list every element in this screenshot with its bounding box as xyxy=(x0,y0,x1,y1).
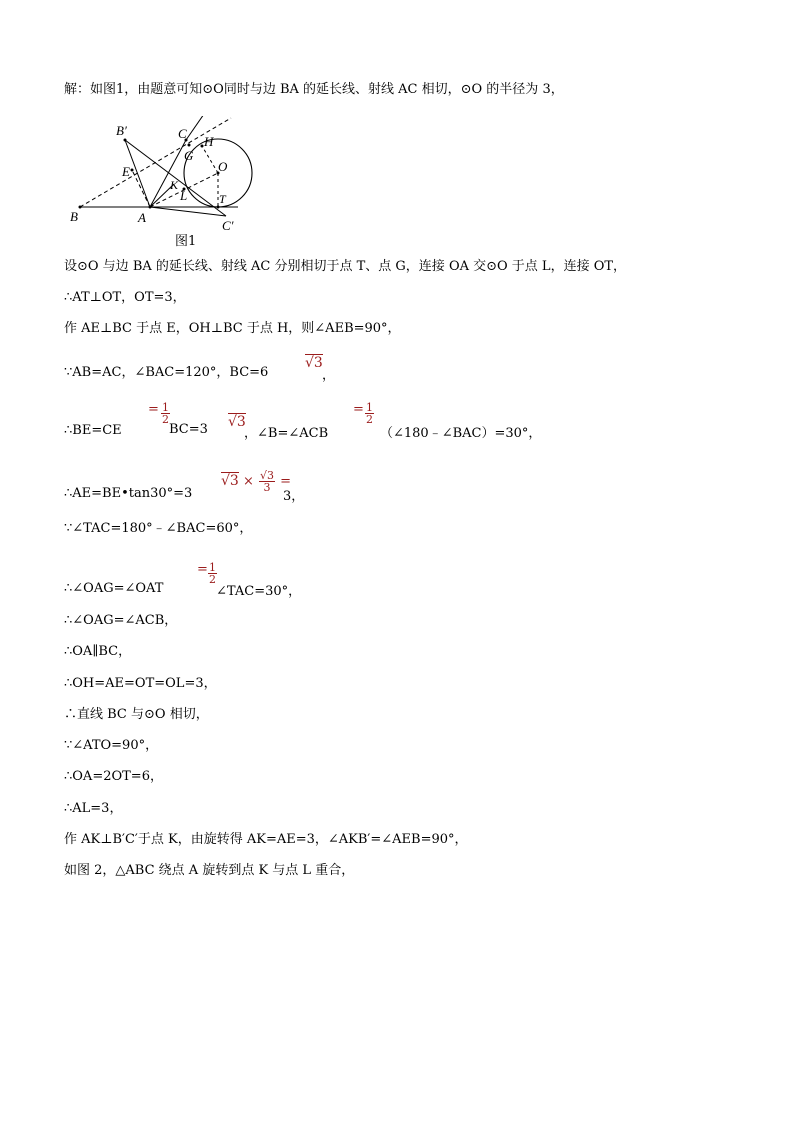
sqrt3-line6: √3 xyxy=(228,414,246,430)
line-3: ∴AT⊥OT，OT=3， xyxy=(64,290,186,305)
point-b xyxy=(79,206,82,209)
line-1: 解：如图1，由题意可知⊙O同时与边 BA 的延长线、射线 AC 相切，⊙O 的半径为 3， xyxy=(64,82,564,97)
label-bp: B′ xyxy=(116,123,127,138)
label-g: G xyxy=(184,148,194,163)
line-7-part2: 3， xyxy=(283,489,305,504)
line-15: ∴OA=2OT=6， xyxy=(64,769,163,784)
point-a xyxy=(149,206,152,209)
label-a: A xyxy=(138,210,146,225)
line-9-part2: ∠TAC=30°， xyxy=(216,584,302,599)
line-6-part1: ∴BE=CE xyxy=(64,423,122,438)
line-12: ∴OH=AE=OT=OL=3， xyxy=(64,676,217,691)
line-ac-extension xyxy=(186,116,204,140)
label-t: T xyxy=(219,192,226,206)
line-5-end: ， xyxy=(322,368,336,383)
label-h: H xyxy=(204,134,214,149)
geometry-figure-1 xyxy=(66,116,266,241)
line-18: 如图 2，△ABC 绕点 A 旋转到点 K 与点 L 重合， xyxy=(64,863,355,878)
dashed-line-oh xyxy=(202,146,218,173)
eq-line6-1: = xyxy=(148,402,159,417)
line-5-text: ∵AB=AC，∠BAC=120°，BC=6 xyxy=(64,365,269,380)
label-k: K xyxy=(170,178,179,192)
label-c: C xyxy=(178,126,187,141)
frac-half-line6-1: $\frac{1}{2}$ xyxy=(162,401,169,426)
line-16: ∴AL=3， xyxy=(64,801,123,816)
line-7-part1: ∴AE=BE•tan30°=3 xyxy=(64,486,193,501)
line-a-cp xyxy=(150,207,226,216)
line-17: 作 AK⊥B′C′于点 K，由旋转得 AK=AE=3，∠AKB′=∠AEB=90°， xyxy=(64,832,468,847)
label-o: O xyxy=(218,159,228,174)
eq-line9: = xyxy=(197,562,208,577)
label-b: B xyxy=(70,209,78,224)
line-14: ∵∠ATO=90°， xyxy=(64,738,159,753)
line-11: ∴OA∥BC， xyxy=(64,644,132,659)
point-e xyxy=(131,169,134,172)
sqrt3-times-frac-line7: √3 × $\frac{√3}{3}$ = xyxy=(221,469,292,494)
line-8: ∵∠TAC=180°﹣∠BAC=60°， xyxy=(64,521,253,536)
eq-line6-2: = xyxy=(353,402,364,417)
line-2: 设⊙O 与边 BA 的延长线、射线 AC 分别相切于点 T、点 G，连接 OA 交⊙O 于点 L，连接 OT， xyxy=(64,259,627,274)
line-4: 作 AE⊥BC 于点 E，OH⊥BC 于点 H，则∠AEB=90°， xyxy=(64,321,401,336)
dashed-line-ae xyxy=(132,170,150,207)
line-5 xyxy=(64,364,268,382)
point-g xyxy=(188,144,191,147)
label-cp: C′ xyxy=(222,218,234,233)
sqrt3-line5: √3 xyxy=(305,355,323,371)
figure-caption: 图1 xyxy=(175,234,197,249)
point-bp xyxy=(124,139,127,142)
frac-half-line9: $\frac{1}{2}$ xyxy=(209,561,216,586)
frac-half-line6-2: $\frac{1}{2}$ xyxy=(366,401,373,426)
line-6-part2: BC=3 xyxy=(169,422,208,437)
line-6-part4: （∠180﹣∠BAC）=30°， xyxy=(380,426,542,441)
line-10: ∴∠OAG=∠ACB， xyxy=(64,613,178,628)
line-13: ∴直线 BC 与⊙O 相切， xyxy=(64,707,209,722)
line-6-part3: ，∠B=∠ACB xyxy=(244,426,329,441)
label-l: L xyxy=(180,188,188,203)
line-9-part1: ∴∠OAG=∠OAT xyxy=(64,581,164,596)
label-e: E xyxy=(122,164,130,179)
